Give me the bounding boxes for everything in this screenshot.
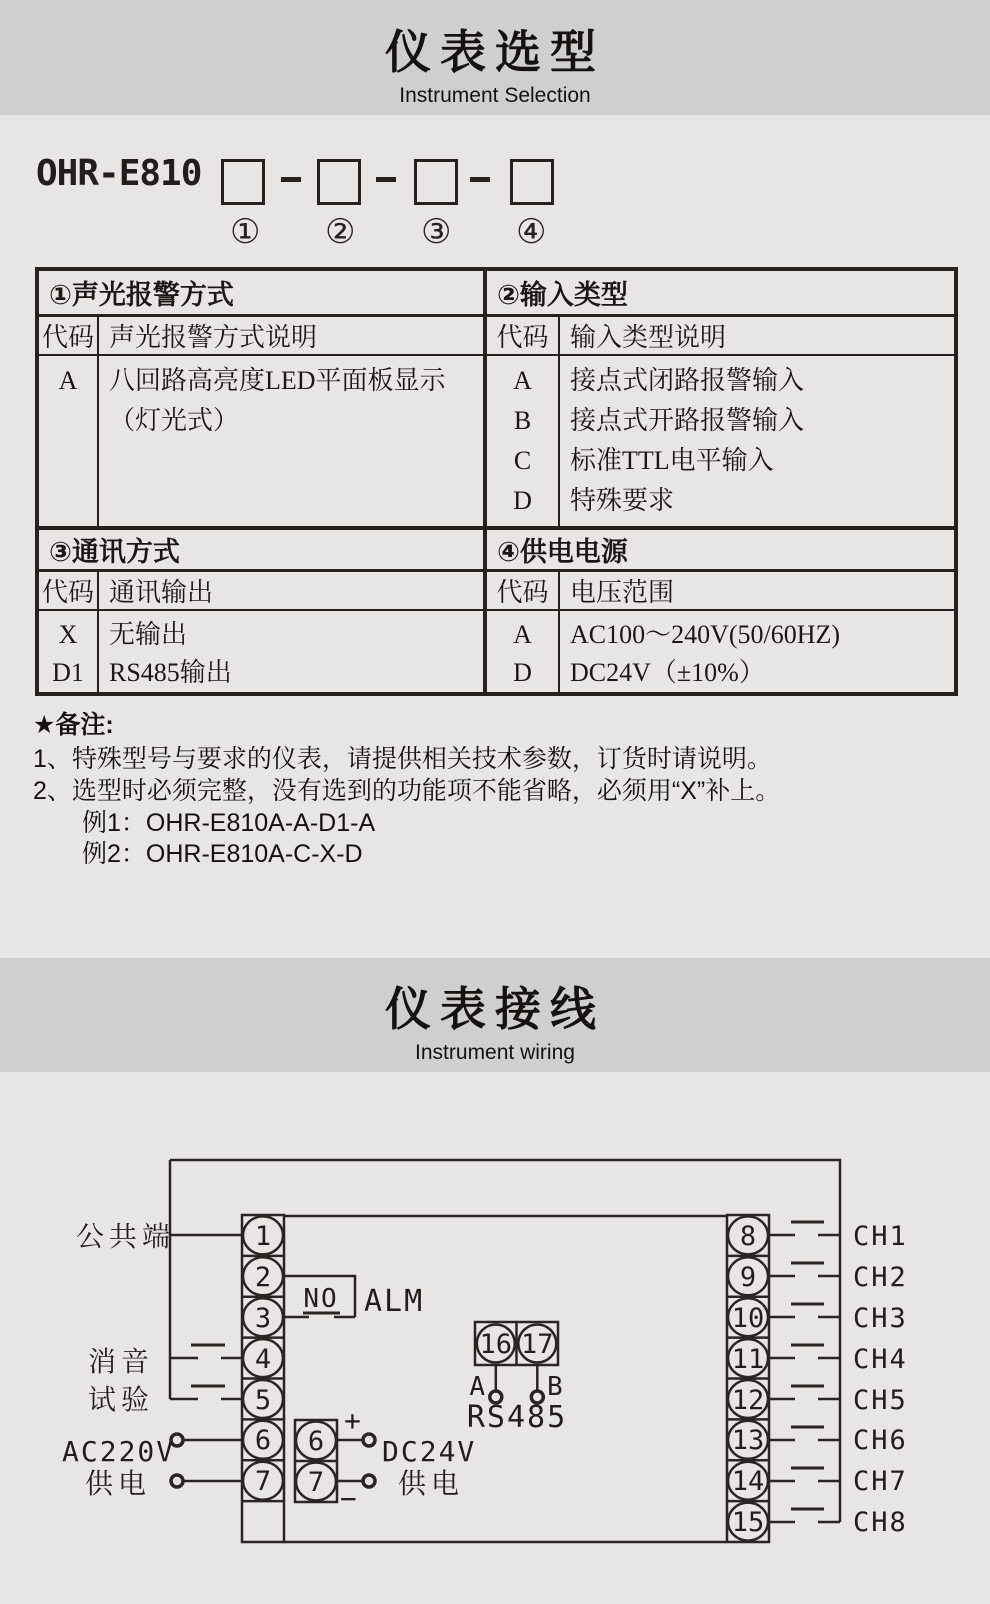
q2-desc-line: 特殊要求 bbox=[570, 486, 675, 515]
terminal-8-number: 8 bbox=[739, 1221, 757, 1252]
dc-minus-sign: − bbox=[340, 1482, 359, 1515]
model-separator-dash bbox=[470, 177, 490, 182]
ac-power-label2: 供电 bbox=[85, 1468, 152, 1499]
q3-desc-line: 无输出 bbox=[109, 620, 188, 649]
notes-example-2: 例2：OHR-E810A-C-X-D bbox=[82, 840, 363, 868]
test-label: 试验 bbox=[88, 1384, 155, 1415]
wiring-title: 仪表接线 bbox=[385, 983, 605, 1035]
dc-power-label: DC24V bbox=[382, 1435, 477, 1468]
q4-code: D bbox=[513, 658, 532, 687]
dc-plus-sign: + bbox=[344, 1404, 363, 1437]
wiring-section-banner bbox=[0, 958, 990, 1072]
channel-label-ch1: CH1 bbox=[853, 1221, 908, 1252]
notes-title: ★备注: bbox=[33, 711, 114, 739]
wiring-diagram bbox=[0, 1072, 990, 1604]
mute-label: 消音 bbox=[88, 1346, 155, 1377]
q1-codes bbox=[37, 355, 98, 528]
terminal-5-number: 5 bbox=[254, 1385, 272, 1416]
terminal-2-number: 2 bbox=[254, 1262, 272, 1293]
channel-label-ch4: CH4 bbox=[853, 1344, 908, 1375]
selection-table bbox=[35, 267, 958, 696]
q1-col-code: 代码 bbox=[37, 315, 98, 355]
terminal-6-number: 6 bbox=[254, 1425, 272, 1456]
rs485-b-label: B bbox=[547, 1372, 565, 1402]
q4-desc-line: AC100～240V(50/60HZ) bbox=[570, 620, 841, 649]
q2-desc-line: 接点式闭路报警输入 bbox=[570, 366, 805, 395]
channel-label-ch5: CH5 bbox=[853, 1385, 908, 1416]
model-prefix: OHR-E810 bbox=[36, 153, 202, 194]
q3-desc-line: RS485输出 bbox=[109, 658, 232, 687]
terminal-15-number: 15 bbox=[731, 1507, 765, 1538]
q4-codes bbox=[485, 610, 559, 694]
q1-col-desc: 声光报警方式说明 bbox=[98, 315, 485, 355]
dc-terminal-6-number: 6 bbox=[307, 1426, 325, 1457]
terminal-7-number: 7 bbox=[254, 1466, 272, 1497]
notes-example-1: 例1：OHR-E810A-A-D1-A bbox=[82, 809, 376, 837]
channel-label-ch7: CH7 bbox=[853, 1466, 908, 1497]
model-separator-dash bbox=[281, 177, 301, 182]
dc-power-label2: 供电 bbox=[398, 1468, 465, 1499]
q4-descs bbox=[559, 610, 956, 694]
q2-desc-line: 标准TTL电平输入 bbox=[570, 446, 774, 475]
model-position-3: ③ bbox=[421, 213, 452, 251]
ac-power-label: AC220V bbox=[62, 1435, 176, 1468]
terminal-10-number: 10 bbox=[731, 1303, 765, 1334]
terminal-13-number: 13 bbox=[731, 1425, 765, 1456]
terminal-11-number: 11 bbox=[731, 1344, 765, 1375]
q2-descs bbox=[559, 355, 956, 528]
terminal-1-number: 1 bbox=[254, 1221, 272, 1252]
rs485-a-label: A bbox=[469, 1372, 487, 1402]
no-contact-label: NO bbox=[303, 1284, 339, 1314]
model-code-box-3 bbox=[414, 159, 458, 205]
channel-label-ch2: CH2 bbox=[853, 1262, 908, 1293]
q2-header: ②输入类型 bbox=[485, 269, 956, 315]
model-code-box-4 bbox=[510, 159, 554, 205]
notes-item-2: 2、选型时必须完整，没有选到的功能项不能省略，必须用“X”补上。 bbox=[33, 777, 781, 805]
q1-desc-line: （灯光式） bbox=[109, 406, 240, 435]
q4-desc-line: DC24V（±10%） bbox=[570, 658, 765, 687]
q2-code: D bbox=[513, 486, 532, 515]
terminal-3-number: 3 bbox=[254, 1303, 272, 1334]
q3-code: X bbox=[58, 620, 78, 649]
dc-supply-terminal-minus bbox=[363, 1475, 375, 1487]
q3-header: ③通讯方式 bbox=[37, 528, 485, 571]
q2-code: A bbox=[513, 366, 532, 395]
q2-code: B bbox=[513, 406, 532, 435]
q4-col-code: 代码 bbox=[485, 571, 559, 611]
q4-code: A bbox=[513, 620, 532, 649]
channel-label-ch3: CH3 bbox=[853, 1303, 908, 1334]
q3-codes bbox=[37, 610, 98, 694]
dc-terminal-7-number: 7 bbox=[307, 1467, 325, 1498]
dc-supply-terminal-plus bbox=[363, 1434, 375, 1446]
q1-header: ①声光报警方式 bbox=[37, 269, 485, 315]
q4-col-desc: 电压范围 bbox=[559, 571, 956, 611]
q2-code: C bbox=[513, 446, 532, 475]
terminal-12-number: 12 bbox=[731, 1385, 765, 1416]
q3-col-desc: 通讯输出 bbox=[98, 571, 485, 611]
model-position-1: ① bbox=[230, 213, 261, 251]
terminal-4-number: 4 bbox=[254, 1344, 272, 1375]
q4-header: ④供电电源 bbox=[485, 528, 956, 571]
q2-col-desc: 输入类型说明 bbox=[559, 315, 956, 355]
q2-codes bbox=[485, 355, 559, 528]
q3-col-code: 代码 bbox=[37, 571, 98, 611]
common-terminal-label: 公共端 bbox=[76, 1221, 176, 1252]
terminal-16-number: 16 bbox=[479, 1329, 513, 1360]
q1-code: A bbox=[58, 366, 78, 395]
model-position-2: ② bbox=[325, 213, 356, 251]
selection-section-banner bbox=[0, 0, 990, 115]
q2-desc-line: 接点式开路报警输入 bbox=[570, 406, 805, 435]
alarm-label: ALM bbox=[364, 1284, 425, 1319]
channel-label-ch8: CH8 bbox=[853, 1507, 908, 1538]
notes-item-1: 1、特殊型号与要求的仪表，请提供相关技术参数，订货时请说明。 bbox=[33, 745, 772, 773]
model-code-box-1 bbox=[221, 159, 265, 205]
terminal-14-number: 14 bbox=[731, 1466, 765, 1497]
terminal-17-number: 17 bbox=[521, 1329, 554, 1360]
rs485-label: RS485 bbox=[466, 1400, 568, 1435]
model-position-4: ④ bbox=[516, 213, 547, 251]
rs485-drop-wires bbox=[496, 1365, 538, 1390]
q1-desc-line: 八回路高亮度LED平面板显示 bbox=[109, 366, 446, 395]
wiring-subtitle: Instrument wiring bbox=[415, 1041, 575, 1064]
selection-subtitle: Instrument Selection bbox=[399, 84, 591, 107]
q3-descs bbox=[98, 610, 485, 694]
channel-label-ch6: CH6 bbox=[853, 1425, 908, 1456]
terminal-9-number: 9 bbox=[739, 1262, 757, 1293]
selection-title: 仪表选型 bbox=[385, 26, 605, 78]
ac-supply-terminal-bottom bbox=[171, 1475, 183, 1487]
model-separator-dash bbox=[376, 177, 396, 182]
model-code-box-2 bbox=[317, 159, 361, 205]
q1-descs bbox=[98, 355, 485, 528]
q3-code: D1 bbox=[52, 658, 84, 687]
q2-col-code: 代码 bbox=[485, 315, 559, 355]
